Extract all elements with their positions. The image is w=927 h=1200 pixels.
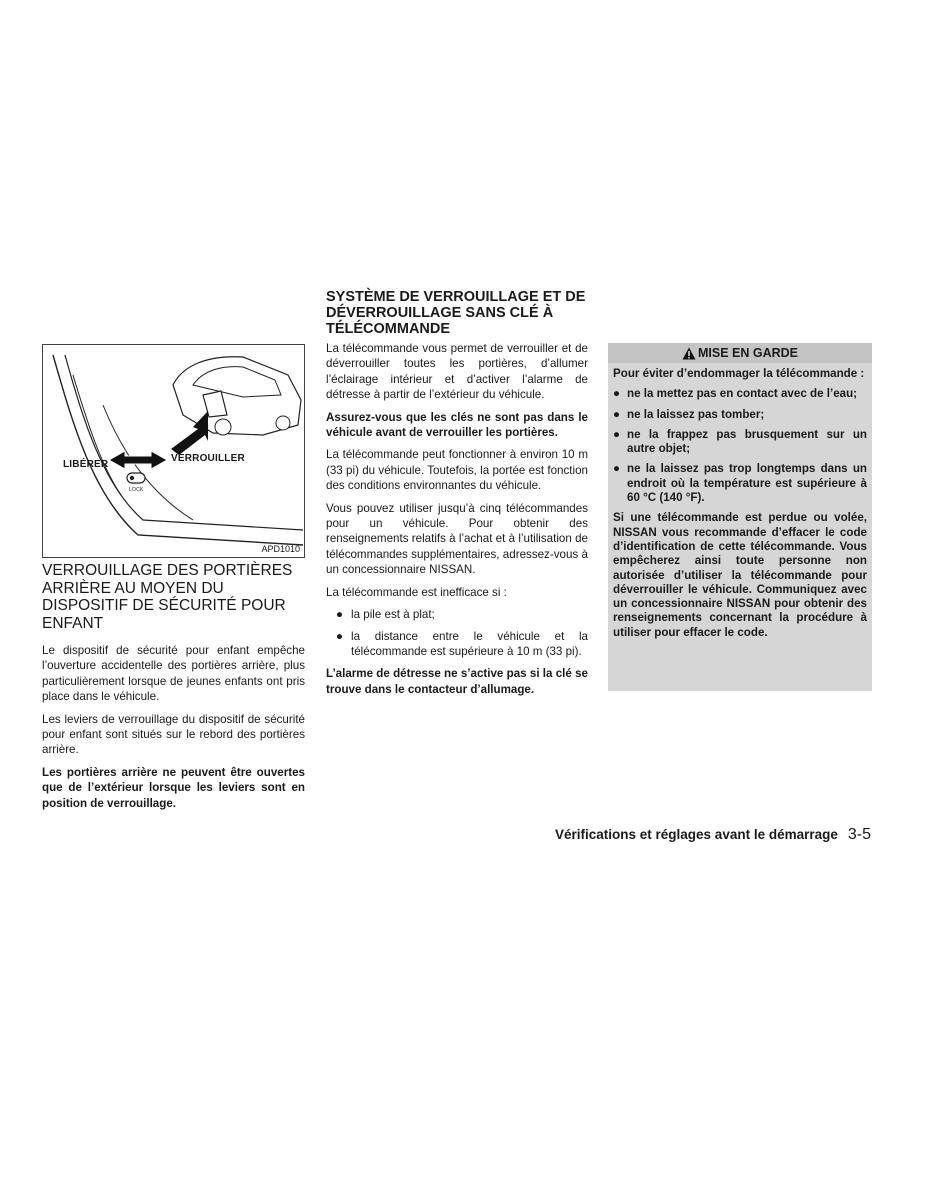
warning-box — [608, 343, 872, 691]
bullet-icon: ● — [613, 427, 621, 441]
paragraph: Les leviers de verrouillage du dispositif de sécurité pour enfant sont situés sur le rebord des portières arrière. — [42, 712, 305, 757]
list-item: ● la distance entre le véhicule et la télécommande est supérieure à 10 m (33 pi). — [336, 629, 588, 658]
paragraph: La télécommande vous permet de verrouiller et de déverrouiller toutes les portières, d’allumer l’éclairage intérieur et d’activer l’alarme de détresse à partir de l’extérieur du véhicule. — [326, 342, 588, 402]
paragraph-bold: Assurez-vous que les clés ne sont pas dans le véhicule avant de verrouiller les portières. — [326, 410, 588, 440]
figure-code: APD1010 — [261, 544, 300, 554]
release-label: LIBÉRER — [63, 459, 109, 470]
bullet-icon: ● — [336, 608, 344, 622]
section-title: Vérifications et réglages avant le démarrage — [555, 827, 838, 842]
page-footer — [555, 826, 871, 844]
bullet-icon: ● — [613, 387, 621, 401]
list-item: ● la pile est à plat; — [336, 608, 435, 622]
bullet-icon: ● — [336, 629, 344, 643]
lever-lock-text: LOCK — [129, 487, 144, 493]
bullet-icon: ● — [613, 407, 621, 421]
lock-label: VERROUILLER — [171, 453, 245, 464]
list-item: ● ne la frappez pas brusquement sur un autre objet; — [613, 427, 867, 456]
child-lock-figure — [42, 344, 305, 558]
paragraph: La télécommande est inefficace si : — [326, 585, 507, 599]
warning-list — [613, 387, 867, 505]
door-illustration — [43, 345, 304, 557]
paragraph-bold: L’alarme de détresse ne s’active pas si la clé se trouve dans le contacteur d’allumage. — [326, 667, 588, 696]
ineffective-list — [326, 607, 588, 659]
left-column — [42, 562, 305, 818]
warning-triangle-icon — [682, 347, 696, 360]
list-item: ● ne la mettez pas en contact avec de l’eau; — [613, 387, 858, 401]
warning-intro: Pour éviter d’endommager la télécommande : — [613, 367, 865, 380]
warning-title: MISE EN GARDE — [608, 343, 872, 363]
child-lock-heading: VERROUILLAGE DES PORTIÈRES ARRIÈRE AU MOYEN DU DISPOSITIF DE SÉCURITÉ POUR ENFANT — [42, 562, 293, 632]
paragraph-bold: Les portières arrière ne peuvent être ouvertes que de l’extérieur lorsque les leviers sont en position de verrouillage. — [42, 765, 305, 810]
warning-outro: Si une télécommande est perdue ou volée, NISSAN vous recommande d’effacer le code d’identification de cette télécommande. Vous empêcherez ainsi toute personne non autorisée d’utiliser la télécommande pour déverrouiller le véhicule. Communiquez avec un concessionnaire NISSAN pour obtenir des renseignements concernant la procédure à utiliser pour effacer le code. — [613, 511, 867, 639]
list-item: ● ne la laissez pas trop longtemps dans un endroit où la température est supérieure à 60 °C (140 °F). — [613, 462, 867, 505]
paragraph: Vous pouvez utiliser jusqu’à cinq télécommandes pour un véhicule. Pour obtenir des renseignements relatifs à l’achat et à l’utilisation de télécommandes supplémentaires, adressez-vous à un concessionnaire NISSAN. — [326, 501, 588, 577]
bullet-icon: ● — [613, 462, 621, 476]
keyless-entry-heading: SYSTÈME DE VERROUILLAGE ET DE DÉVERROUILLAGE SANS CLÉ À TÉLÉCOMMANDE — [326, 289, 586, 337]
list-item: ● ne la laissez pas tomber; — [613, 407, 765, 421]
paragraph: Le dispositif de sécurité pour enfant empêche l’ouverture accidentelle des portières arrière, plus particulièrement lorsque de jeunes enfants ont pris place dans le véhicule. — [42, 644, 305, 704]
middle-column — [326, 289, 588, 704]
page-number: 3-5 — [847, 826, 871, 843]
paragraph: La télécommande peut fonctionner à environ 10 m (33 pi) du véhicule. Toutefois, la portée est fonction des conditions environnantes du véhicule. — [326, 448, 588, 493]
